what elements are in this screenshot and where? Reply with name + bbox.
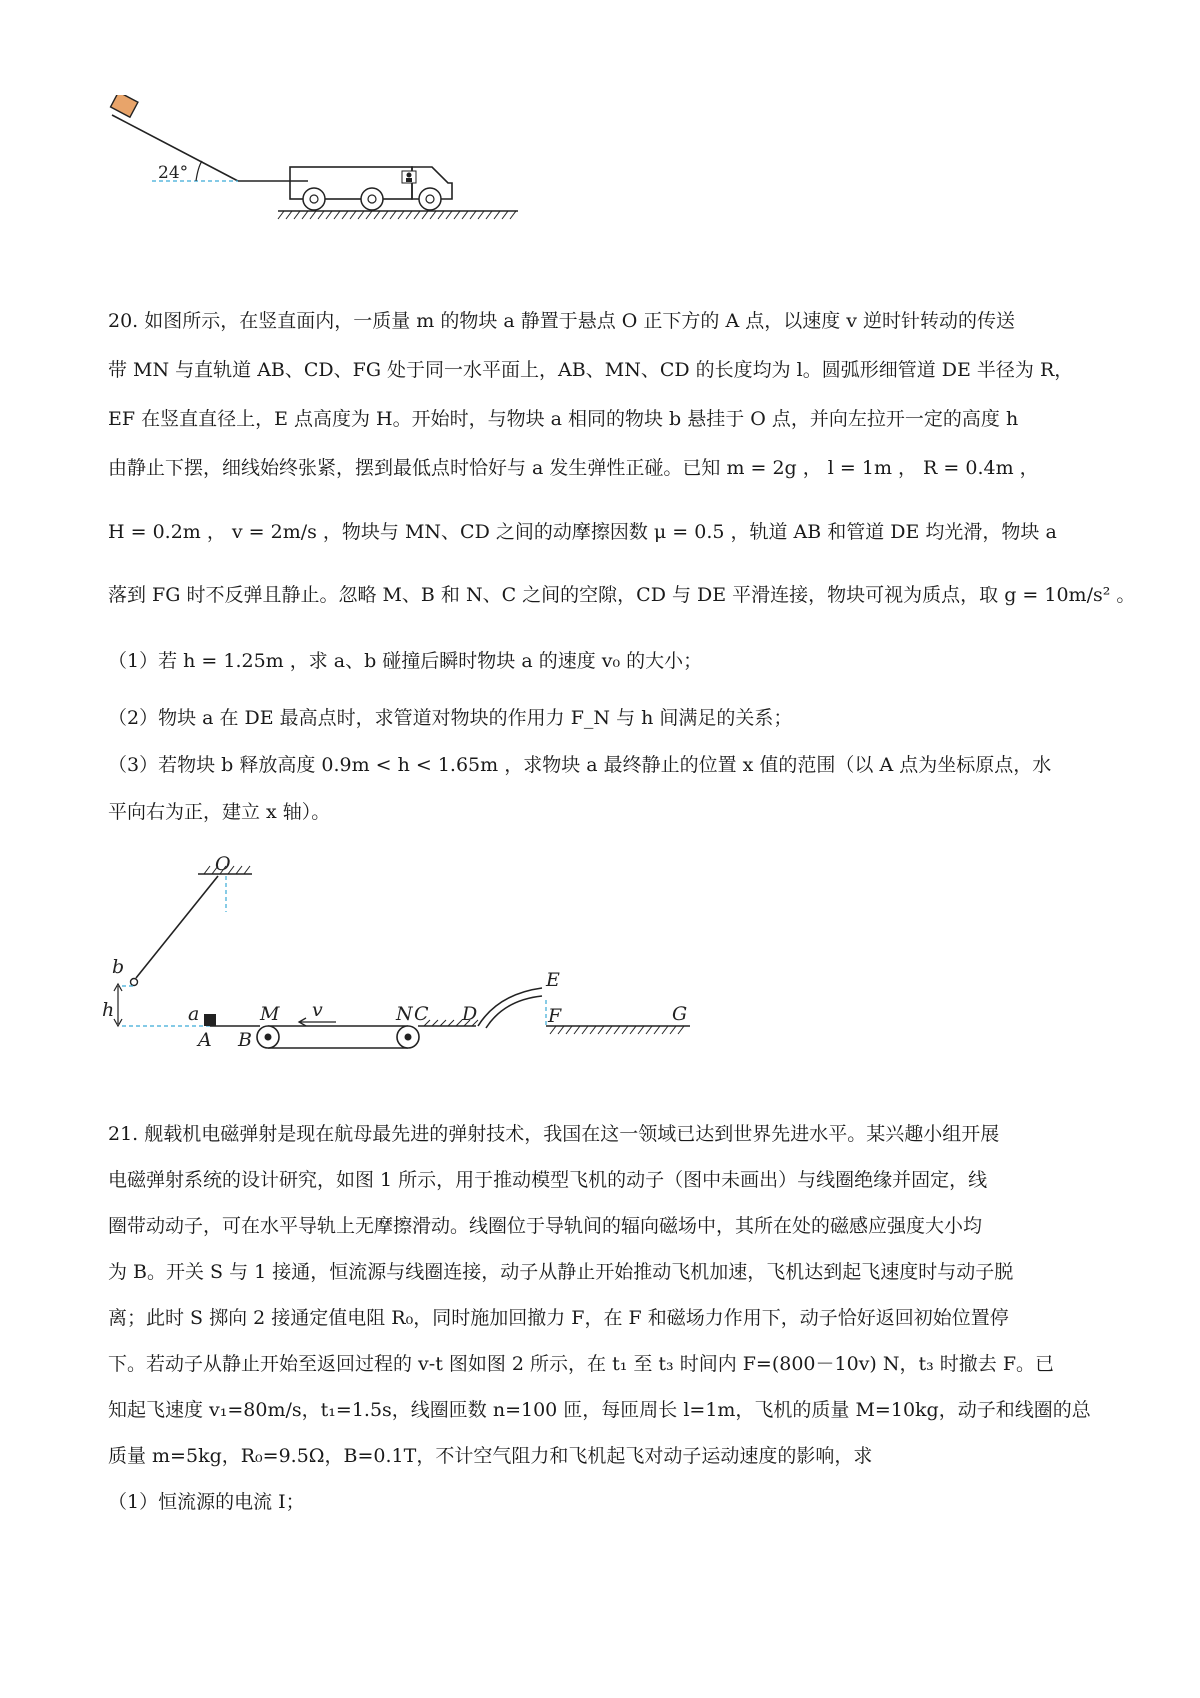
label-G: G bbox=[672, 1003, 688, 1025]
q20-line-5: H = 0.2m ， v = 2m/s ，物块与 MN、CD 之间的动摩擦因数 μ = 0.5 ，轨道 AB 和管道 DE 均光滑，物块 a bbox=[108, 521, 1057, 543]
label-E: E bbox=[546, 969, 560, 991]
q21-line-7: 知起飞速度 v₁=80m/s，t₁=1.5s，线圈匝数 n=100 匝，每匝周长 l=1m，飞机的质量 M=10kg，动子和线圈的总 bbox=[108, 1399, 1091, 1421]
incline-truck-figure bbox=[100, 95, 580, 245]
q21-sub-1: （1）恒流源的电流 I； bbox=[108, 1491, 305, 1513]
conveyor-belt bbox=[257, 1026, 419, 1048]
label-O: O bbox=[215, 853, 231, 875]
label-h: h bbox=[102, 999, 115, 1021]
block-on-incline bbox=[111, 95, 138, 117]
q21-line-4: 为 B。开关 S 与 1 接通，恒流源与线圈连接，动子从静止开始推动飞机加速，飞机达到起飞速度时与动子脱 bbox=[108, 1261, 1014, 1283]
label-N: N bbox=[396, 1003, 413, 1025]
q20-sub-3-line-1: （3）若物块 b 释放高度 0.9m < h < 1.65m ，求物块 a 最终静止的位置 x 值的范围（以 A 点为坐标原点，水 bbox=[108, 754, 1052, 776]
angle-label: 24° bbox=[158, 163, 189, 183]
truck-wheels bbox=[303, 188, 441, 210]
q21-line-5: 离；此时 S 掷向 2 接通定值电阻 R₀，同时施加回撤力 F，在 F 和磁场力作用下，动子恰好返回初始位置停 bbox=[108, 1307, 1009, 1329]
q21-line-3: 圈带动动子，可在水平导轨上无摩擦滑动。线圈位于导轨间的辐向磁场中，其所在处的磁感应强度大小均 bbox=[108, 1215, 983, 1237]
conveyor-figure bbox=[100, 850, 780, 1050]
q20-line-1: 20. 如图所示，在竖直面内，一质量 m 的物块 a 静置于悬点 O 正下方的 A 点，以速度 v 逆时针转动的传送 bbox=[108, 310, 1016, 332]
q21-line-6: 下。若动子从静止开始至返回过程的 v-t 图如图 2 所示，在 t₁ 至 t₃ 时间内 F=(800－10v) N，t₃ 时撤去 F。已 bbox=[108, 1353, 1055, 1375]
bob-b bbox=[131, 979, 138, 986]
q20-sub-2: （2）物块 a 在 DE 最高点时，求管道对物块的作用力 F_N 与 h 间满足的关系； bbox=[108, 707, 793, 729]
q20-line-3: EF 在竖直直径上，E 点高度为 H。开始时，与物块 a 相同的物块 b 悬挂于 O 点，并向左拉开一定的高度 h bbox=[108, 408, 1019, 430]
label-B: B bbox=[238, 1029, 252, 1050]
label-C: C bbox=[414, 1003, 429, 1025]
label-v: v bbox=[312, 999, 323, 1021]
label-a: a bbox=[188, 1003, 200, 1025]
q21-line-8: 质量 m=5kg，R₀=9.5Ω，B=0.1T，不计空气阻力和飞机起飞对动子运动速度的影响，求 bbox=[108, 1445, 873, 1467]
q21-line-2: 电磁弹射系统的设计研究，如图 1 所示，用于推动模型飞机的动子（图中未画出）与线圈绝缘并固定，线 bbox=[108, 1169, 988, 1191]
q21-line-1: 21. 舰载机电磁弹射是现在航母最先进的弹射技术，我国在这一领域已达到世界先进水平。某兴趣小组开展 bbox=[108, 1123, 1000, 1145]
q20-sub-1: （1）若 h = 1.25m ，求 a、b 碰撞后瞬时物块 a 的速度 v₀ 的大小； bbox=[108, 650, 703, 672]
label-F: F bbox=[548, 1005, 562, 1027]
label-A: A bbox=[198, 1029, 212, 1050]
q20-line-6: 落到 FG 时不反弹且静止。忽略 M、B 和 N、C 之间的空隙，CD 与 DE 平滑连接，物块可视为质点，取 g = 10m/s² 。 bbox=[108, 584, 1136, 606]
label-D: D bbox=[462, 1003, 478, 1025]
block-a bbox=[204, 1014, 216, 1026]
q20-sub-3-line-2: 平向右为正，建立 x 轴）。 bbox=[108, 801, 331, 823]
label-b: b bbox=[112, 956, 125, 978]
q20-line-4: 由静止下摆，细线始终张紧，摆到最低点时恰好与 a 发生弹性正碰。已知 m = 2g ， l = 1m ， R = 0.4m ， bbox=[108, 457, 1039, 479]
label-M: M bbox=[260, 1003, 280, 1025]
q20-line-2: 带 MN 与直轨道 AB、CD、FG 处于同一水平面上，AB、MN、CD 的长度均为 l。圆弧形细管道 DE 半径为 R， bbox=[108, 359, 1074, 381]
